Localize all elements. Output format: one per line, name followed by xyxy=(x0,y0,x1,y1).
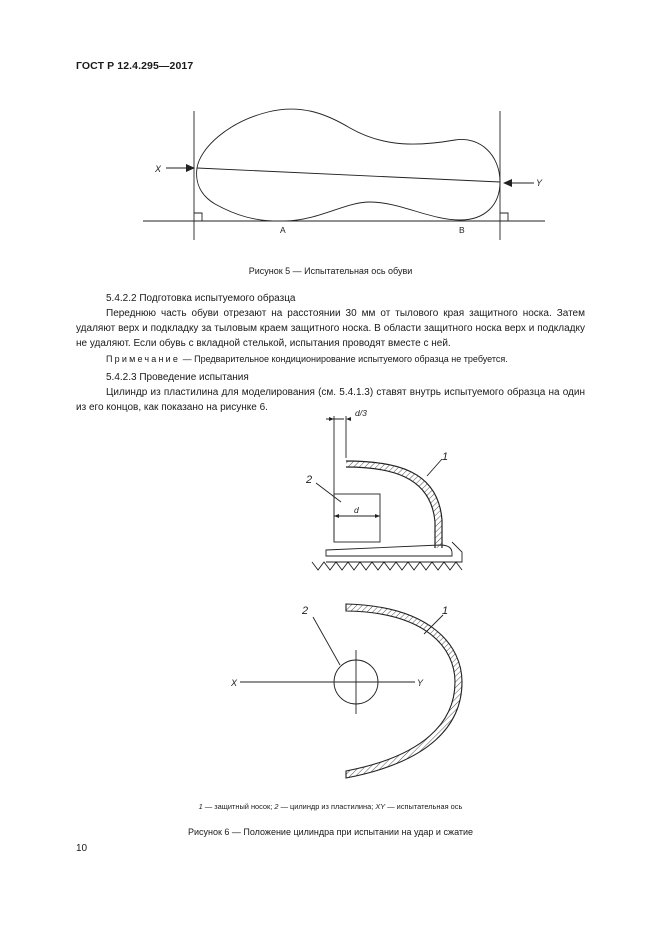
axis-y-label: Y xyxy=(417,678,424,688)
figure-5-diagram xyxy=(130,105,550,245)
figure-6-caption: Рисунок 6 — Положение цилиндра при испытании на удар и сжатие xyxy=(187,827,474,837)
arrow-y-head xyxy=(503,179,512,187)
note-label: Примечание xyxy=(106,354,181,364)
label-b: B xyxy=(459,225,465,235)
insole xyxy=(326,545,452,556)
document-header: ГОСТ Р 12.4.295—2017 xyxy=(76,60,194,72)
dim-d-label: d xyxy=(354,505,359,515)
dim-arrow xyxy=(346,417,351,421)
figure-5-caption: Рисунок 5 — Испытательная ось обуви xyxy=(248,266,413,276)
note xyxy=(106,354,508,364)
dim-arrow xyxy=(375,514,380,518)
legend-xy: XY xyxy=(375,802,386,811)
dim-d3-label: d/3 xyxy=(355,408,367,418)
test-axis-line xyxy=(197,168,500,182)
axis-x-label: X xyxy=(231,678,238,688)
callout-1: 1 xyxy=(442,451,449,463)
figure-6-legend xyxy=(76,802,585,811)
plasticine-cylinder-side xyxy=(334,494,380,542)
label-a: A xyxy=(280,225,286,235)
callout-2: 2 xyxy=(306,474,313,486)
right-angle-mark-right xyxy=(500,213,508,221)
dim-arrow xyxy=(329,417,334,421)
leader-2 xyxy=(313,617,340,665)
callout-2: 2 xyxy=(302,605,309,617)
section-5422-title: 5.4.2.2 Подготовка испытуемого образца xyxy=(106,293,296,304)
legend-t1: — защитный носок; xyxy=(202,802,275,811)
figure-6-side-view xyxy=(290,405,490,585)
leader-1 xyxy=(427,459,442,476)
figure-6-plan-view xyxy=(225,598,475,788)
section-5423-title: 5.4.2.3 Проведение испытания xyxy=(106,372,249,383)
legend-n1: 1 xyxy=(198,802,203,811)
toe-cap-plan xyxy=(346,604,462,778)
toe-cap-hatch xyxy=(346,461,442,548)
right-angle-mark-left xyxy=(194,213,202,221)
legend-t3: — испытательная ось xyxy=(385,802,463,811)
legend-t2: — цилиндр из пластилина; xyxy=(278,802,376,811)
section-5423-text: Цилиндр из пластилина для моделирования (см. 5.4.1.3) ставят внутрь испытуемого образца на один из его концов, как показано на рисунке 6. xyxy=(76,387,585,413)
toe-cap-outer xyxy=(346,461,442,548)
callout-1: 1 xyxy=(442,605,449,617)
leader-2 xyxy=(316,483,341,502)
note-text: — Предварительное кондиционирование испытуемого образца не требуется. xyxy=(180,354,508,364)
label-y: Y xyxy=(536,178,543,188)
dim-arrow xyxy=(334,514,339,518)
label-x: X xyxy=(155,164,162,174)
section-5422-text: Переднюю часть обуви отрезают на расстоянии 30 мм от тылового края защитного носка. Затем удаляют верх и подкладку за тыловым краем защитного носка. В области защитного носка верх и подкладку не удаляют. Если обувь с вкладной стелькой, испытания проводят вместе с ней. xyxy=(76,308,585,349)
sole-tread xyxy=(312,562,462,570)
legend-n2: 2 xyxy=(274,802,279,811)
page-number: 10 xyxy=(76,843,88,854)
shoe-outline xyxy=(197,109,500,221)
